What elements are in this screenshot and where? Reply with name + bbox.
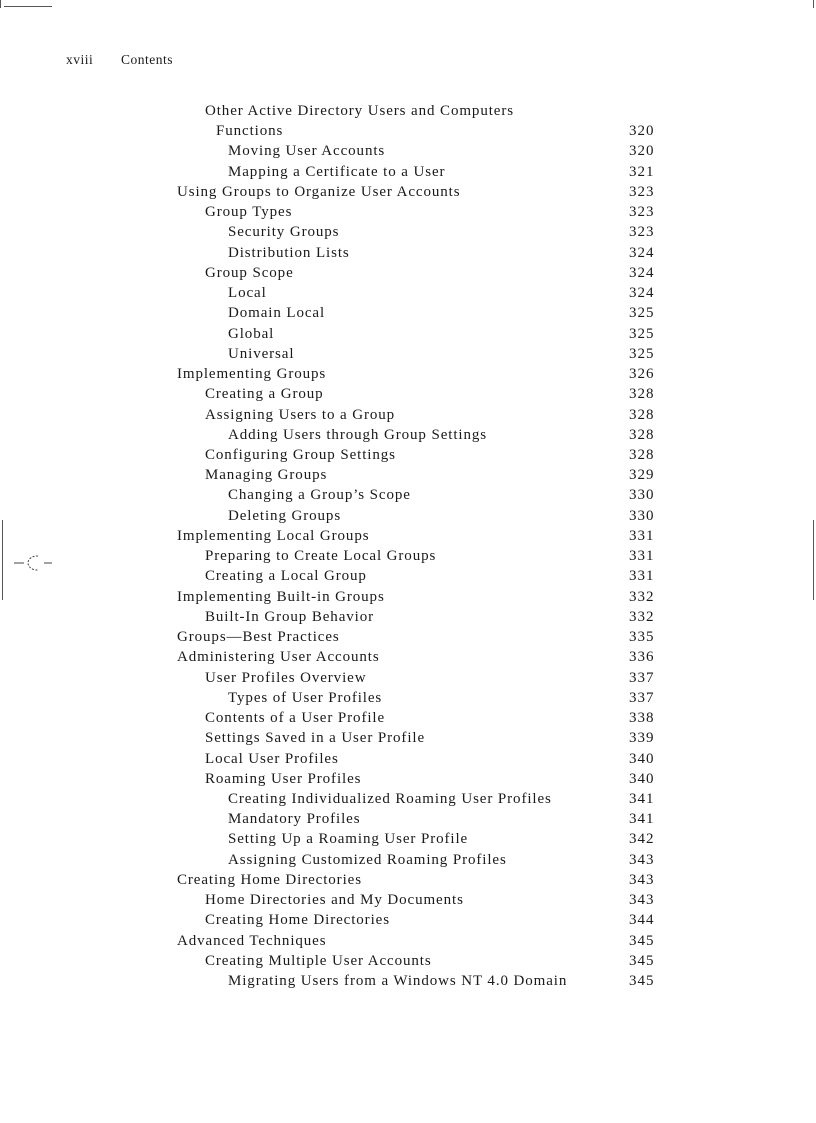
toc-entry-page-number: 323 [629, 224, 655, 241]
toc-entry-page-number: 331 [629, 568, 655, 585]
toc-entry-page-number: 343 [629, 892, 655, 909]
toc-entry-page-number: 326 [629, 366, 655, 383]
toc-entry-title: Creating a Group [205, 386, 324, 403]
toc-entry-page-number: 338 [629, 710, 655, 727]
page-folio: xviii [66, 52, 94, 67]
toc-entry-title: Moving User Accounts [228, 143, 386, 160]
toc-entry [177, 910, 661, 930]
toc-entry-page-number: 320 [629, 123, 655, 140]
toc-entry-page-number: 341 [629, 790, 655, 807]
toc-entry-page-number: 337 [629, 689, 655, 706]
toc-entry-page-number: 345 [629, 952, 655, 969]
toc-entry-title: Setting Up a Roaming User Profile [228, 831, 469, 848]
crop-mark-left-tick [0, 0, 1, 8]
toc-entry-page-number: 328 [629, 426, 655, 443]
crop-mark-top-left [4, 6, 52, 7]
toc-entry-title: Administering User Accounts [177, 649, 380, 666]
toc-entry [177, 870, 661, 890]
toc-entry-title: Creating Individualized Roaming User Profiles [228, 790, 552, 807]
toc-entry [177, 303, 661, 323]
toc-entry-page-number: 321 [629, 163, 655, 180]
toc-entry-title: Other Active Directory Users and Computers [205, 103, 514, 119]
toc-entry-title: Types of User Profiles [228, 689, 383, 706]
toc-entry [177, 182, 661, 202]
toc-entry-title: Implementing Local Groups [177, 527, 370, 544]
toc-entry [177, 566, 661, 586]
toc-entry-page-number: 343 [629, 851, 655, 868]
crop-mark-right-tick [813, 0, 814, 8]
toc-entry [177, 951, 661, 971]
toc-entry-title: Groups—Best Practices [177, 629, 340, 646]
toc-entry-title: Advanced Techniques [177, 932, 327, 949]
toc-entry [177, 425, 661, 445]
toc-entry [177, 141, 661, 161]
toc-entry-title: Settings Saved in a User Profile [205, 730, 426, 747]
toc-entry-title: Local User Profiles [205, 750, 339, 767]
toc-entry-page-number: 332 [629, 608, 655, 625]
toc-entry-title: Creating a Local Group [205, 568, 367, 585]
toc-entry-page-number: 331 [629, 527, 655, 544]
toc-entry-page-number: 342 [629, 831, 655, 848]
toc-entry [177, 668, 661, 688]
toc-entry [177, 546, 661, 566]
toc-entry-page-number: 330 [629, 507, 655, 524]
toc-entry-title: Domain Local [228, 305, 326, 322]
toc-entry-page-number: 328 [629, 406, 655, 423]
toc-entry-title: Global [228, 325, 275, 342]
toc-entry-title: Roaming User Profiles [205, 770, 362, 787]
toc-entry [177, 829, 661, 849]
toc-entry [177, 222, 661, 242]
crop-mark-left-edge [2, 520, 3, 600]
toc-entry-title: Distribution Lists [228, 244, 350, 261]
toc-entry-title: Universal [228, 345, 295, 362]
toc-entry [177, 890, 661, 910]
toc-entry-page-number: 329 [629, 467, 655, 484]
toc-entry-title: Creating Multiple User Accounts [205, 952, 432, 969]
toc-entry [177, 485, 661, 505]
toc-entry-page-number: 344 [629, 912, 655, 929]
toc-entry-page-number: 323 [629, 204, 655, 221]
toc-entry-page-number: 330 [629, 487, 655, 504]
toc-entry [177, 465, 661, 485]
toc-entry-title: Mandatory Profiles [228, 811, 361, 828]
table-of-contents [177, 101, 661, 991]
toc-entry-page-number: 328 [629, 446, 655, 463]
toc-entry-page-number: 328 [629, 386, 655, 403]
toc-entry [177, 647, 661, 667]
toc-entry-page-number: 341 [629, 811, 655, 828]
toc-entry-page-number: 340 [629, 750, 655, 767]
toc-entry [177, 506, 661, 526]
toc-entry-page-number: 325 [629, 325, 655, 342]
toc-entry-title: Group Scope [205, 264, 294, 281]
toc-entry-page-number: 324 [629, 244, 655, 261]
toc-entry-page-number: 324 [629, 264, 655, 281]
toc-entry-page-number: 332 [629, 588, 655, 605]
toc-entry-title: Preparing to Create Local Groups [205, 548, 437, 565]
toc-entry-page-number: 340 [629, 770, 655, 787]
toc-entry-title: Deleting Groups [228, 507, 342, 524]
toc-entry-title: Assigning Customized Roaming Profiles [228, 851, 507, 868]
toc-entry-title: Migrating Users from a Windows NT 4.0 Domain [228, 973, 568, 990]
toc-entry-title: Implementing Built-in Groups [177, 588, 385, 605]
toc-entry-title: Creating Home Directories [177, 871, 362, 888]
toc-entry-page-number: 323 [629, 183, 655, 200]
toc-entry [177, 324, 661, 344]
toc-entry [177, 627, 661, 647]
toc-entry-page-number: 325 [629, 305, 655, 322]
toc-entry-page-number: 335 [629, 629, 655, 646]
toc-entry-title: Using Groups to Organize User Accounts [177, 183, 461, 200]
toc-entry-page-number: 345 [629, 932, 655, 949]
toc-entry-page-number: 320 [629, 143, 655, 160]
toc-entry-title: Creating Home Directories [205, 912, 390, 929]
toc-entry-title: Home Directories and My Documents [205, 892, 464, 909]
toc-entry [177, 749, 661, 769]
toc-entry-title: User Profiles Overview [205, 669, 367, 686]
toc-entry-title: Adding Users through Group Settings [228, 426, 487, 443]
toc-entry [177, 202, 661, 222]
toc-entry-page-number: 331 [629, 548, 655, 565]
toc-entry-title: Contents of a User Profile [205, 710, 386, 727]
toc-entry [177, 769, 661, 789]
toc-entry-title: Security Groups [228, 224, 340, 241]
toc-entry-page-number: 325 [629, 345, 655, 362]
toc-entry-title: Changing a Group’s Scope [228, 487, 411, 504]
registration-mark-icon [14, 550, 54, 576]
toc-entry [177, 526, 661, 546]
toc-entry [177, 283, 661, 303]
toc-entry [177, 587, 661, 607]
toc-entry-page-number: 343 [629, 871, 655, 888]
toc-entry [177, 384, 661, 404]
toc-entry [177, 708, 661, 728]
toc-entry [177, 809, 661, 829]
toc-entry-title: Assigning Users to a Group [205, 406, 396, 423]
toc-entry-title: Built-In Group Behavior [205, 608, 375, 625]
toc-entry-page-number: 339 [629, 730, 655, 747]
toc-entry [177, 789, 661, 809]
toc-entry [177, 971, 661, 991]
toc-entry [177, 607, 661, 627]
toc-entry [177, 850, 661, 870]
toc-entry-title: Managing Groups [205, 467, 328, 484]
toc-entry-title: Mapping a Certificate to a User [228, 163, 446, 180]
running-header [66, 52, 173, 68]
toc-entry-title: Group Types [205, 204, 293, 221]
toc-entry-title: Local [228, 285, 267, 302]
toc-entry [177, 445, 661, 465]
toc-entry [177, 121, 661, 141]
toc-entry-title: Implementing Groups [177, 366, 327, 383]
toc-entry [177, 688, 661, 708]
toc-entry [177, 405, 661, 425]
toc-entry-page-number: 337 [629, 669, 655, 686]
toc-entry [177, 243, 661, 263]
crop-mark-right-edge [813, 520, 814, 600]
toc-entry-title: Functions [216, 123, 284, 140]
toc-entry-page-number: 336 [629, 649, 655, 666]
toc-entry-page-number: 324 [629, 285, 655, 302]
toc-entry [177, 364, 661, 384]
running-title: Contents [121, 52, 174, 67]
toc-entry [177, 344, 661, 364]
toc-entry [177, 162, 661, 182]
toc-entry [177, 931, 661, 951]
toc-entry [177, 263, 661, 283]
toc-entry-page-number: 345 [629, 973, 655, 990]
toc-entry [177, 101, 661, 121]
toc-entry [177, 728, 661, 748]
toc-entry-title: Configuring Group Settings [205, 446, 396, 463]
